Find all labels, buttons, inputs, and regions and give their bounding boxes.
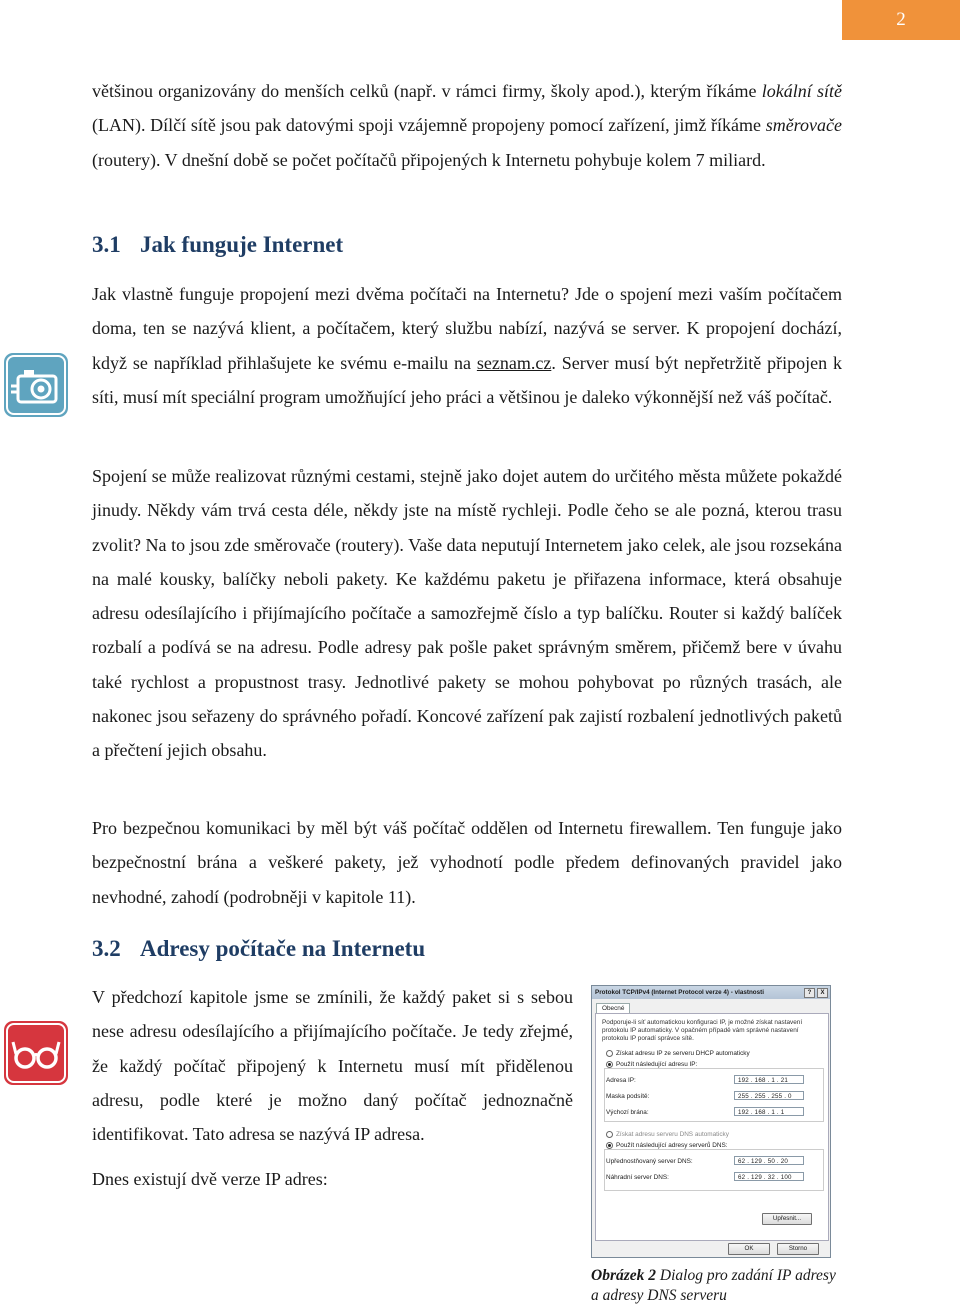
radio-button[interactable] bbox=[606, 1131, 613, 1138]
text-run: (routery). V dnešní době se počet počítačů připojených k Internetu pohybuje kolem 7 miliard. bbox=[92, 149, 766, 170]
subnet-mask-label: Maska podsítě: bbox=[606, 1093, 650, 1100]
heading-number: 3.2 bbox=[92, 936, 121, 961]
section-heading-3-1 bbox=[92, 232, 343, 258]
preferred-dns-input[interactable]: 62 . 129 . 50 . 20 bbox=[734, 1156, 804, 1165]
close-button[interactable]: X bbox=[817, 988, 828, 998]
ok-button[interactable]: OK bbox=[728, 1243, 770, 1255]
section-heading-3-2 bbox=[92, 936, 425, 962]
paragraph-ip-versions: Dnes existují dvě verze IP adres: bbox=[92, 1169, 328, 1189]
ip-address-label: Adresa IP: bbox=[606, 1077, 636, 1084]
dialog-title: Protokol TCP/IPv4 (Internet Protocol verze 4) - vlastnosti bbox=[595, 989, 765, 996]
glasses-icon bbox=[3, 1020, 69, 1086]
text-run: . Server musí být nepřetržitě připojen k síti, musí mít speciální program umožňující jeho práci a většinou je daleko výkonnější než váš počítač. bbox=[92, 352, 842, 407]
ip-address-row bbox=[606, 1075, 816, 1086]
tcp-ipv4-dialog bbox=[591, 985, 831, 1258]
caption-text: Dialog pro zadání IP adresy a adresy DNS serveru bbox=[591, 1267, 836, 1304]
preferred-dns-label: Upřednostňovaný server DNS: bbox=[606, 1158, 693, 1165]
alternate-dns-input[interactable]: 62 . 129 . 32 . 100 bbox=[734, 1172, 804, 1181]
radio-label: Získat adresu IP ze serveru DHCP automaticky bbox=[616, 1050, 750, 1057]
dialog-title-bar bbox=[592, 986, 830, 999]
term-lan: lokální sítě bbox=[761, 81, 842, 101]
paragraph-firewall: Pro bezpečnou komunikaci by měl být váš počítač oddělen od Internetu firewallem. Ten funguje jako bezpečnostní brána a veškeré pakety, jež vyhodnotí podle předem definovaných pravidel jako nevhodné, zahodí (podrobněji v kapitole 11). bbox=[92, 818, 842, 907]
dialog-body bbox=[595, 1013, 829, 1241]
radio-dns-manual[interactable] bbox=[606, 1142, 728, 1149]
subnet-mask-row bbox=[606, 1091, 816, 1102]
alternate-dns-label: Náhradní server DNS: bbox=[606, 1174, 669, 1181]
seznam-link[interactable]: seznam.cz bbox=[476, 352, 552, 373]
paragraph-how-internet-works bbox=[92, 277, 842, 414]
paragraph-ip-address: V předchozí kapitole jsme se zmínili, že každý paket si s sebou nese adresu odesílajícího a přijímajícího počítače. Je tedy zřejmé, že každý počítač připojený k Internetu musí mít přidělenou adresu, podle které je možno daný počítač jednoznačně identifikovat. Tato adresa se nazývá IP adresa. bbox=[92, 987, 573, 1145]
radio-label: Použít následující adresu IP: bbox=[616, 1061, 698, 1068]
heading-number: 3.1 bbox=[92, 232, 121, 257]
caption-label: Obrázek 2 bbox=[591, 1267, 657, 1284]
radio-label: Použít následující adresy serverů DNS: bbox=[616, 1142, 728, 1149]
radio-label: Získat adresu serveru DNS automaticky bbox=[616, 1131, 729, 1138]
paragraph-intro bbox=[92, 74, 842, 177]
paragraph-routing: Spojení se může realizovat různými cestami, stejně jako dojet autem do určitého města můžete pokaždé jinudy. Někdy vám trvá cesta déle, někdy jste na místě rychleji. Podle čeho se ale pozná, kterou trasu zvolit? Na to jsou zde směrovače (routery). Vaše data neputují Internetem jako celek, ale jsou rozsekána na malé kousky, balíčky neboli pakety. Ke každému paketu je přiřazena informace, která obsahuje adresu odesílajícího i přijímajícího počítače a samozřejmě číslo a typ balíčku. Router si každý balíček rozbalí a podívá se na adresu. Podle adresy pak pošle paket správným směrem, přičemž bere v úvahu také rychlost a propustnost trasy. Jednotlivé pakety se mohou pohybovat po různých trasách, ale nakonec jsou seřazeny do správného pořadí. Koncové zařízení pak zajistí rozbalení jednotlivých paketů a přečtení jejich obsahu. bbox=[92, 466, 842, 761]
text-run: (LAN). Dílčí sítě jsou pak datovými spoji vzájemně propojeny pomocí zařízení, jimž říkáme bbox=[92, 115, 766, 136]
help-button[interactable]: ? bbox=[804, 988, 815, 998]
radio-ip-auto[interactable] bbox=[606, 1050, 750, 1057]
dialog-description: Podporuje-li síť automatickou konfiguraci IP, je možné získat nastavení protokolu IP automaticky. V opačném případě vám správné nastavení protokolu IP poradí správce sítě. bbox=[602, 1019, 803, 1042]
radio-ip-manual[interactable] bbox=[606, 1061, 697, 1068]
tab-general[interactable]: Obecné bbox=[596, 1003, 630, 1013]
default-gateway-row bbox=[606, 1107, 816, 1118]
default-gateway-label: Výchozí brána: bbox=[606, 1109, 649, 1116]
preferred-dns-row bbox=[606, 1156, 816, 1167]
radio-dns-auto[interactable] bbox=[606, 1131, 729, 1138]
text-run: Jak vlastně funguje propojení mezi dvěma počítači na Internetu? Jde o spojení mezi vaším počítačem doma, ten se nazývá klient, a počítačem, který službu nabízí, nazývá se server. K propojení dochází, když se například přihlašujete ke svému e-mailu na bbox=[92, 284, 842, 373]
radio-button-selected[interactable] bbox=[606, 1061, 613, 1068]
radio-button-selected[interactable] bbox=[606, 1142, 613, 1149]
text-run: většinou organizovány do menších celků (např. v rámci firmy, školy apod.), kterým říkáme bbox=[92, 81, 762, 101]
camera-icon bbox=[3, 352, 69, 418]
alternate-dns-row bbox=[606, 1172, 816, 1183]
page-number-tab bbox=[842, 0, 960, 40]
radio-button[interactable] bbox=[606, 1050, 613, 1057]
ip-address-input[interactable]: 192 . 168 . 1 . 21 bbox=[734, 1075, 804, 1084]
page-number: 2 bbox=[896, 9, 906, 30]
term-routers: směrovače bbox=[765, 115, 842, 136]
heading-title: Adresy počítače na Internetu bbox=[140, 936, 426, 961]
subnet-mask-input[interactable]: 255 . 255 . 255 . 0 bbox=[734, 1091, 804, 1100]
default-gateway-input[interactable]: 192 . 168 . 1 . 1 bbox=[734, 1107, 804, 1116]
advanced-button[interactable]: Upřesnit... bbox=[762, 1213, 812, 1225]
figure-caption bbox=[591, 1266, 841, 1306]
heading-title: Jak funguje Internet bbox=[140, 232, 344, 257]
cancel-button[interactable]: Storno bbox=[777, 1243, 819, 1255]
